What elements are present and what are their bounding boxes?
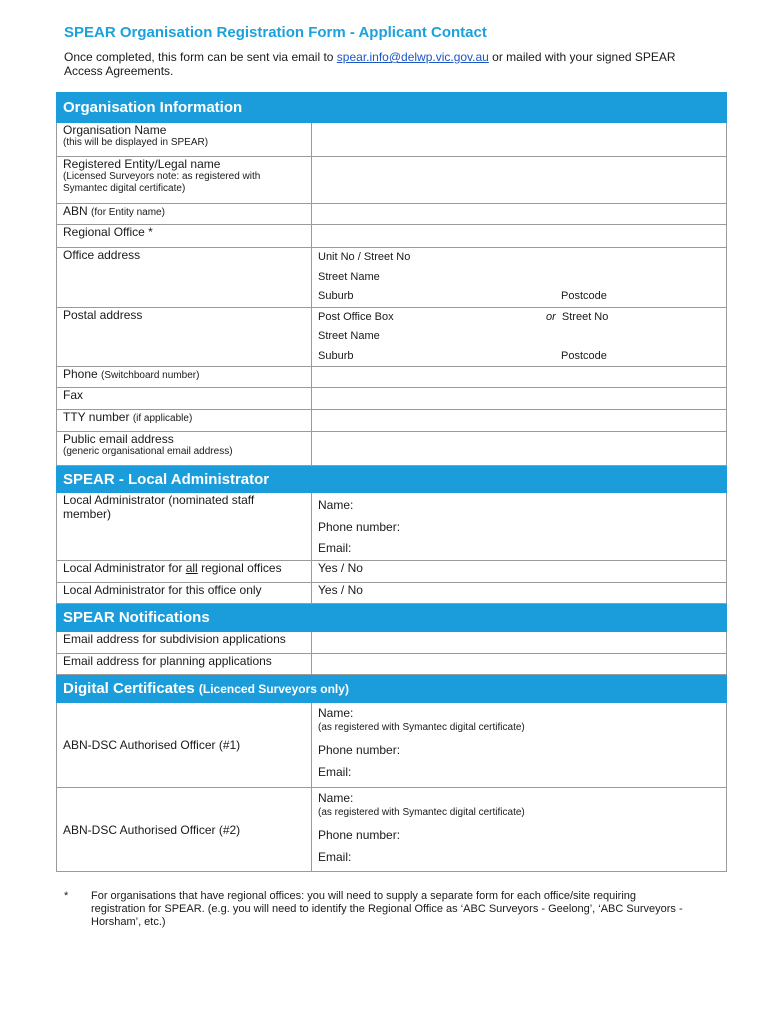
- officer2-phone-label: Phone number:: [318, 828, 401, 842]
- planning-email-field[interactable]: [312, 654, 727, 675]
- admin-this-office-choice[interactable]: Yes / No: [312, 583, 727, 604]
- postal-street-no-label: Street No: [561, 310, 609, 323]
- planning-email-label: Email address for planning applications: [57, 654, 312, 675]
- postal-postcode-label: Postcode: [561, 349, 607, 362]
- local-admin-label: Local Administrator (nominated staff member): [57, 493, 312, 561]
- officer1-name-note: (as registered with Symantec digital certificate): [318, 722, 525, 733]
- officer1-field[interactable]: [312, 703, 727, 788]
- tty-label: TTY number (if applicable): [57, 410, 312, 432]
- officer1-label: ABN-DSC Authorised Officer (#1): [57, 703, 312, 788]
- local-admin-phone-label: Phone number:: [318, 519, 401, 534]
- postal-or-label: or: [546, 310, 556, 323]
- postal-address-field[interactable]: [312, 307, 727, 367]
- admin-this-office-label: Local Administrator for this office only: [57, 583, 312, 604]
- intro-text: [64, 50, 704, 78]
- abn-field[interactable]: [312, 204, 727, 225]
- section-heading-notifications: SPEAR Notifications: [57, 604, 727, 632]
- phone-label: Phone (Switchboard number): [57, 367, 312, 388]
- subdivision-email-label: Email address for subdivision applications: [57, 632, 312, 654]
- officer1-phone-label: Phone number:: [318, 743, 401, 757]
- fax-field[interactable]: [312, 388, 727, 410]
- postal-address-label: Postal address: [57, 307, 312, 367]
- postal-box-label: Post Office Box: [318, 310, 394, 323]
- office-address-label: Office address: [57, 248, 312, 308]
- fax-label: Fax: [57, 388, 312, 410]
- admin-all-offices-label: Local Administrator for all regional offices: [57, 561, 312, 583]
- postal-street-label: Street Name: [318, 330, 380, 342]
- office-street-label: Street Name: [318, 270, 380, 283]
- intro-before: Once completed, this form can be sent via email to: [64, 50, 337, 64]
- officer2-name-note: (as registered with Symantec digital certificate): [318, 807, 525, 818]
- office-postcode-label: Postcode: [561, 290, 607, 302]
- regional-office-label: Regional Office *: [57, 225, 312, 248]
- section-heading-local-admin: SPEAR - Local Administrator: [57, 466, 727, 493]
- subdivision-email-field[interactable]: [312, 632, 727, 654]
- officer2-email-label: Email:: [318, 849, 352, 864]
- email-link[interactable]: spear.info@delwp.vic.gov.au: [336, 50, 489, 64]
- footnote-text: For organisations that have regional offices: you will need to supply a separate form for each office/site requiring registration for SPEAR. (e.g. you will need to identify the Regional Office as ‘ABC Surveyors - Geelong’, ‘ABC Surveyors - Horsham’, etc.): [91, 890, 683, 928]
- public-email-field[interactable]: [312, 432, 727, 466]
- legal-name-label: Registered Entity/Legal name (Licensed Surveyors note: as registered with Symantec digital certificate): [57, 157, 312, 204]
- org-name-field[interactable]: [312, 123, 727, 157]
- officer2-field[interactable]: [312, 788, 727, 872]
- local-admin-field[interactable]: [312, 493, 727, 561]
- intro-after: or mailed with your signed SPEAR Access Agreements.: [64, 50, 676, 78]
- org-name-label: Organisation Name (this will be displayed in SPEAR): [57, 123, 312, 157]
- registration-form-table: [56, 92, 727, 872]
- section-heading-digital-certificates: Digital Certificates (Licenced Surveyors only): [57, 675, 727, 703]
- page-title: SPEAR Organisation Registration Form - Applicant Contact: [64, 24, 487, 41]
- public-email-label: Public email address (generic organisational email address): [57, 432, 312, 466]
- tty-field[interactable]: [312, 410, 727, 432]
- abn-label: ABN (for Entity name): [57, 204, 312, 225]
- officer2-name-label: Name:: [318, 791, 354, 805]
- legal-name-field[interactable]: [312, 157, 727, 204]
- local-admin-email-label: Email:: [318, 541, 352, 555]
- footnote-marker: *: [64, 890, 69, 902]
- office-suburb-label: Suburb: [318, 290, 354, 302]
- office-unit-label: Unit No / Street No: [318, 251, 411, 263]
- office-address-field[interactable]: [312, 248, 727, 308]
- local-admin-name-label: Name:: [318, 498, 354, 512]
- postal-suburb-label: Suburb: [318, 349, 354, 362]
- officer1-name-label: Name:: [318, 706, 354, 720]
- regional-office-field[interactable]: [312, 225, 727, 248]
- admin-all-offices-choice[interactable]: Yes / No: [312, 561, 727, 583]
- officer1-email-label: Email:: [318, 764, 352, 779]
- section-heading-organisation: Organisation Information: [57, 93, 727, 123]
- phone-field[interactable]: [312, 367, 727, 388]
- officer2-label: ABN-DSC Authorised Officer (#2): [57, 788, 312, 872]
